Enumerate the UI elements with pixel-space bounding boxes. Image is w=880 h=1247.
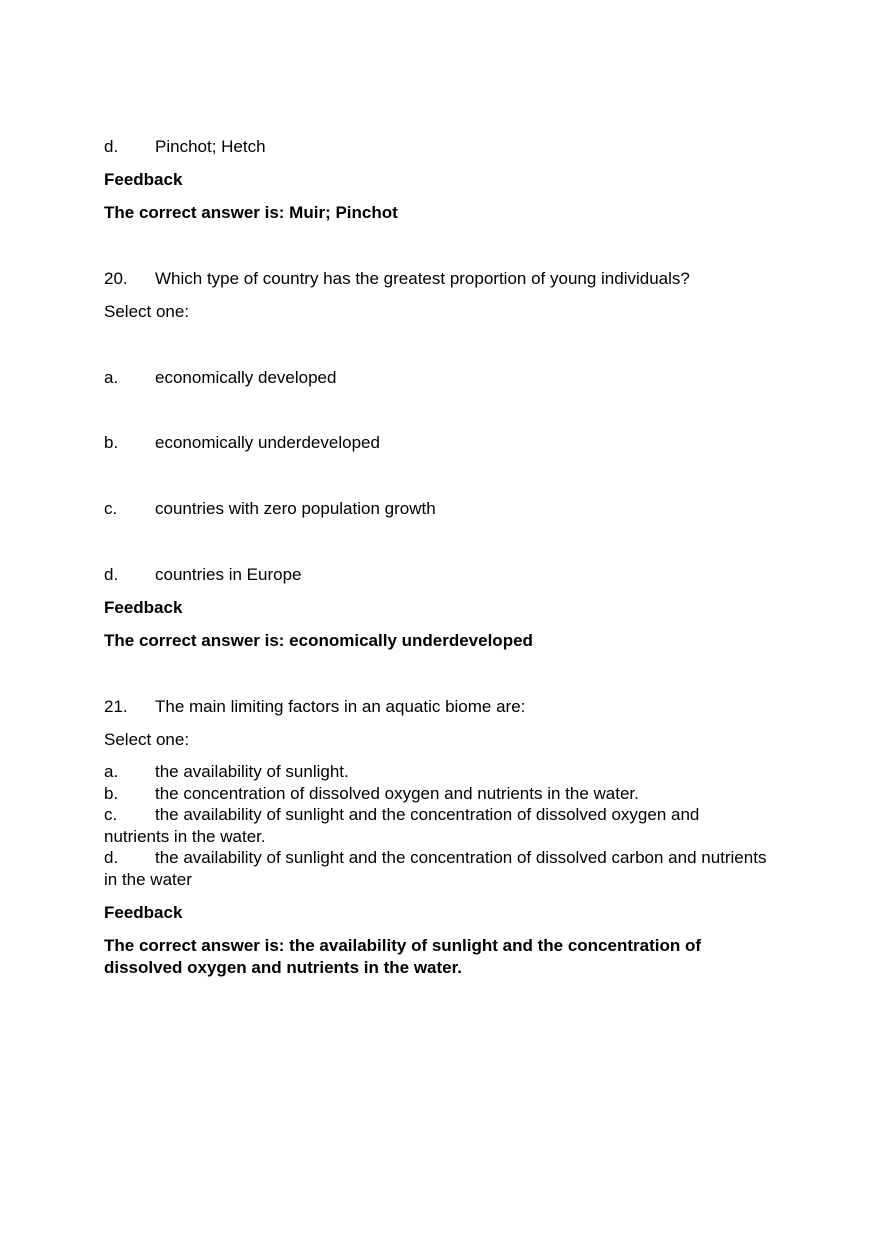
question-text: Which type of country has the greatest proportion of young individuals? <box>155 269 690 288</box>
q21-correct-answer-line2: dissolved oxygen and nutrients in the water. <box>104 958 463 977</box>
option-letter: c. <box>104 805 118 824</box>
option-letter: b. <box>104 784 119 803</box>
q21-option-b <box>104 784 639 804</box>
question-number: 21. <box>104 697 128 716</box>
prev-option-d <box>104 137 266 157</box>
q20-correct-answer: The correct answer is: economically underdeveloped <box>104 631 533 650</box>
q20-option-c <box>104 499 436 519</box>
q21-feedback-label: Feedback <box>104 903 183 922</box>
option-text: countries in Europe <box>155 565 302 584</box>
question-20 <box>104 269 690 289</box>
q20-select-one: Select one: <box>104 302 190 321</box>
option-text: the availability of sunlight and the concentration of dissolved carbon and nutrients <box>155 848 767 867</box>
q21-option-d <box>104 848 766 868</box>
option-text: the concentration of dissolved oxygen and nutrients in the water. <box>155 784 639 803</box>
q20-option-a <box>104 368 336 388</box>
q21-option-c-continuation: nutrients in the water. <box>104 827 266 846</box>
option-letter: d. <box>104 565 119 584</box>
question-21 <box>104 697 525 717</box>
q21-option-d-continuation: in the water <box>104 870 192 889</box>
option-letter: d. <box>104 137 119 156</box>
prev-correct-answer: The correct answer is: Muir; Pinchot <box>104 203 398 222</box>
option-letter: a. <box>104 368 119 387</box>
question-number: 20. <box>104 269 128 288</box>
option-text: economically developed <box>155 368 337 387</box>
question-text: The main limiting factors in an aquatic biome are: <box>155 697 526 716</box>
q21-option-c <box>104 805 699 825</box>
q21-select-one: Select one: <box>104 730 190 749</box>
q20-feedback-label: Feedback <box>104 598 183 617</box>
option-letter: a. <box>104 762 119 781</box>
option-text: the availability of sunlight and the concentration of dissolved oxygen and <box>155 805 700 824</box>
option-letter: c. <box>104 499 118 518</box>
option-text: Pinchot; Hetch <box>155 137 266 156</box>
prev-feedback-label: Feedback <box>104 170 183 189</box>
option-text: the availability of sunlight. <box>155 762 349 781</box>
q20-option-b <box>104 433 380 453</box>
q21-option-a <box>104 762 349 782</box>
option-letter: d. <box>104 848 119 867</box>
option-letter: b. <box>104 433 119 452</box>
option-text: economically underdeveloped <box>155 433 380 452</box>
q21-correct-answer-line1: The correct answer is: the availability of sunlight and the concentration of <box>104 936 701 955</box>
option-text: countries with zero population growth <box>155 499 436 518</box>
q20-option-d <box>104 565 301 585</box>
